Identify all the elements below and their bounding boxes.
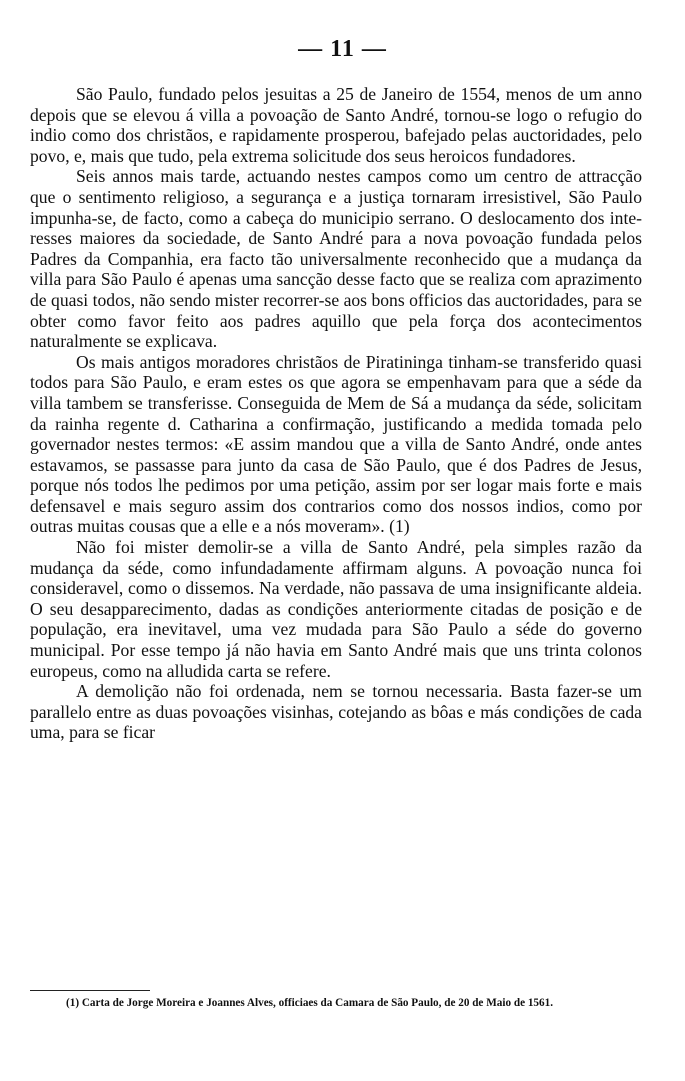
paragraph: Os mais antigos moradores christãos de Piratininga tinham-se transferido quasi todos para São Paulo, e eram estes os que agora se empenhavam para que a séde da villa tambem se transferisse. Conseguida de Mem de Sá a mudança da séde, solicitam da rainha regente d. Catharina a confirmação, justificando a medida tomada pelo governador nestes termos: «E assim mandou que a villa de Santo André, onde antes estavamos, se passasse para junto da casa de São Paulo, que é dos Padres de Jesus, porque nós todos lhe pedimos por uma petição, assim por ser logar mais forte e mais defensavel e mais seguro assim dos contrarios como dos nossos indios, como por outras muitas cousas que a elle e a nós moveram». (1) [30, 351, 642, 537]
page-number: — 11 — [298, 36, 387, 62]
paragraph: A demolição não foi ordenada, nem se tornou necessaria. Basta fazer-se um parallelo entre as duas povoações visinhas, cotejando as bôas e más condições de cada uma, para se ficar [30, 681, 642, 743]
footnote: (1) Carta de Jorge Moreira e Joannes Alves, officiaes da Camara de São Paulo, de 20 de Maio de 1561. [66, 997, 554, 1009]
paragraph: Seis annos mais tarde, actuando nestes campos como um centro de attracção que o sentimento religioso, a segurança e a justiça tornaram irresistivel, São Paulo impunha-se, de facto, como a cabeça do municipio serrano. O deslocamento dos interesses maiores da sociedade, de Santo André para a nova povoação fundada pelos Padres da Companhia, era facto tão universalmente reconhecido que a mudança da villa para São Paulo é apenas uma sancção desse facto que se realiza com aprazimento de quasi todos, não sendo mister recorrer-se aos bons officios das auctoridades, para se obter como favor feito aos padres aquillo que pela força dos acontecimentos naturalmente se explicava. [30, 166, 642, 352]
footnote-rule [30, 990, 150, 991]
paragraph: Não foi mister demolir-se a villa de Santo André, pela simples razão da mudança da séde, como infundadamente affirmam alguns. A povoação nunca foi consideravel, como o dissemos. Na verdade, não passava de uma insignificante aldeia. O seu desapparecimento, dadas as condições anteriormente citadas de posição e de população, era inevitavel, uma vez mudada para São Paulo a séde do governo municipal. Por esse tempo já não havia em Santo André mais que uns trinta colonos europeus, como na alludida carta se refere. [30, 537, 642, 681]
paragraph: São Paulo, fundado pelos jesuitas a 25 de Janeiro de 1554, menos de um anno depois que se elevou á villa a povoação de Santo André, tornou-se logo o refugio do indio como dos christãos, e rapidamente prosperou, bafejado pelas auctoridades, pelo povo, e, mais que tudo, pela extrema solicitude dos seus heroicos fundadores. [30, 84, 642, 166]
body-text [30, 84, 642, 743]
